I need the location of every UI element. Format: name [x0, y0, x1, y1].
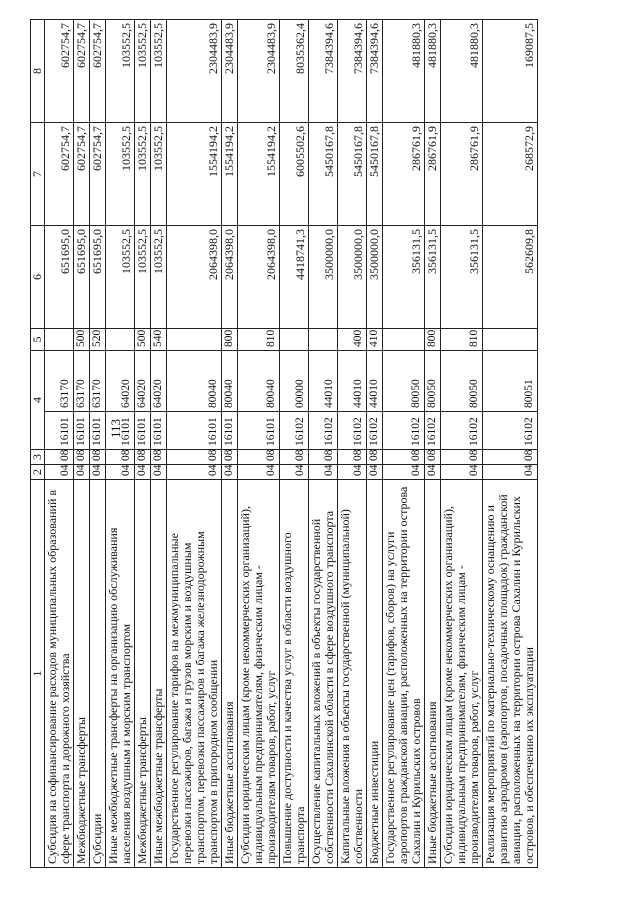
subsection-code: 08 [135, 450, 151, 465]
program-code: 16101 [167, 412, 222, 450]
program-code: 16102 [309, 412, 338, 450]
program-code: 16101 [151, 412, 167, 450]
value-col-7: 602754,7 [45, 123, 74, 226]
value-col-8: 7384394,6 [367, 20, 383, 123]
subsection-code: 08 [441, 450, 483, 465]
value-col-8: 602754,7 [45, 20, 74, 123]
subsection-code: 08 [483, 450, 538, 465]
program-code: 16102 [367, 412, 383, 450]
section-code: 04 [222, 465, 238, 480]
value-col-8: 481880,3 [383, 20, 425, 123]
value-col-6: 2064398,0 [222, 226, 238, 329]
section-code: 04 [367, 465, 383, 480]
row-name: Субсидии юридическим лицам (кроме некоммерческих организаций), индивидуальным предпринимателям, физическим лицам - производителям товаров, работ, услуг [238, 480, 280, 868]
table-row [441, 20, 483, 868]
header-col-5: 5 [31, 329, 45, 351]
direction-code: 80050 [441, 351, 483, 412]
subsection-code: 08 [45, 450, 74, 465]
section-code: 04 [90, 465, 106, 480]
value-col-8: 8035362,4 [280, 20, 309, 123]
program-code: 16102 [338, 412, 367, 450]
subsection-code: 08 [74, 450, 90, 465]
row-name: Капитальные вложения в объекты государственной (муниципальной) собственности [338, 480, 367, 868]
expense-type-code: 520 [90, 329, 106, 351]
table-row [338, 20, 367, 868]
subsection-code: 08 [167, 450, 222, 465]
program-code: 16102 [383, 412, 425, 450]
table-row [45, 20, 74, 868]
subsection-code: 08 [338, 450, 367, 465]
value-col-6: 356131,5 [383, 226, 425, 329]
program-code: 16101 [238, 412, 280, 450]
expense-type-code: 540 [151, 329, 167, 351]
program-code: 16102 [280, 412, 309, 450]
header-col-8: 8 [31, 20, 45, 123]
header-col-6: 6 [31, 226, 45, 329]
value-col-6: 3500000,0 [338, 226, 367, 329]
subsection-code: 08 [106, 450, 135, 465]
table-row [167, 20, 222, 868]
header-col-3: 3 [31, 450, 45, 465]
budget-table-wrapper [30, 20, 600, 868]
section-code: 04 [135, 465, 151, 480]
value-col-6: 2064398,0 [167, 226, 222, 329]
section-code: 04 [309, 465, 338, 480]
section-code: 04 [151, 465, 167, 480]
section-code: 04 [441, 465, 483, 480]
expense-type-code: 500 [135, 329, 151, 351]
expense-type-code [483, 329, 538, 351]
subsection-code: 08 [151, 450, 167, 465]
value-col-8: 2304483,9 [238, 20, 280, 123]
value-col-6: 651695,0 [45, 226, 74, 329]
row-name: Иные бюджетные ассигнования [425, 480, 441, 868]
value-col-8: 481880,3 [425, 20, 441, 123]
section-code: 04 [483, 465, 538, 480]
value-col-8: 602754,7 [74, 20, 90, 123]
value-col-6: 3500000,0 [309, 226, 338, 329]
row-name: Субсидии юридическим лицам (кроме некоммерческих организаций), индивидуальным предпринимателям, физическим лицам - производителям товаров, работ, услуг [441, 480, 483, 868]
column-number-header [31, 20, 45, 868]
expense-type-code [309, 329, 338, 351]
value-col-7: 286761,9 [425, 123, 441, 226]
value-col-7: 5450167,8 [309, 123, 338, 226]
value-col-6: 2064398,0 [238, 226, 280, 329]
direction-code: 44010 [338, 351, 367, 412]
program-code: 16101 [90, 412, 106, 450]
value-col-8: 103552,5 [135, 20, 151, 123]
direction-code: 80040 [167, 351, 222, 412]
table-row [280, 20, 309, 868]
subsection-code: 08 [238, 450, 280, 465]
value-col-7: 268572,9 [483, 123, 538, 226]
expense-type-code: 810 [441, 329, 483, 351]
expense-type-code: 400 [338, 329, 367, 351]
section-code: 04 [238, 465, 280, 480]
value-col-7: 103552,5 [151, 123, 167, 226]
program-code: 16101 [106, 412, 135, 450]
table-row [425, 20, 441, 868]
subsection-code: 08 [367, 450, 383, 465]
table-row [383, 20, 425, 868]
table-row [74, 20, 90, 868]
row-name: Государственное регулирование цен (тарифов, сборов) на услуги аэропортов гражданской авиации, расположенных на территории острова Сахалин и Курильских островов [383, 480, 425, 868]
direction-code: 63170 [74, 351, 90, 412]
row-name: Осуществление капитальных вложений в объекты государственной собственности Сахалинской области в сфере воздушного транспорта [309, 480, 338, 868]
section-code: 04 [167, 465, 222, 480]
row-name: Иные бюджетные ассигнования [222, 480, 238, 868]
value-col-8: 2304483,9 [222, 20, 238, 123]
row-name: Реализация мероприятий по материально-техническому оснащению и развитию аэродромов (аэропортов, посадочных площадок) гражданской авиации, расположенных на территории острова Сахалин и Курильских островов, и обеспечению их эксплуатации [483, 480, 538, 868]
expense-type-code: 500 [74, 329, 90, 351]
header-col-7: 7 [31, 123, 45, 226]
value-col-6: 4418741,3 [280, 226, 309, 329]
value-col-6: 3500000,0 [367, 226, 383, 329]
value-col-7: 602754,7 [90, 123, 106, 226]
value-col-6: 651695,0 [90, 226, 106, 329]
value-col-7: 103552,5 [135, 123, 151, 226]
direction-code: 80040 [238, 351, 280, 412]
expense-type-code: 800 [222, 329, 238, 351]
section-code: 04 [74, 465, 90, 480]
value-col-8: 7384394,6 [309, 20, 338, 123]
direction-code: 00000 [280, 351, 309, 412]
table-row [151, 20, 167, 868]
page-number: 113 [108, 418, 123, 438]
section-code: 04 [338, 465, 367, 480]
table-row [90, 20, 106, 868]
value-col-7: 286761,9 [383, 123, 425, 226]
direction-code: 63170 [90, 351, 106, 412]
value-col-8: 481880,3 [441, 20, 483, 123]
value-col-7: 5450167,8 [367, 123, 383, 226]
direction-code: 64020 [151, 351, 167, 412]
program-code: 16101 [222, 412, 238, 450]
direction-code: 80050 [425, 351, 441, 412]
expense-type-code: 800 [425, 329, 441, 351]
subsection-code: 08 [90, 450, 106, 465]
direction-code: 64020 [135, 351, 151, 412]
direction-code: 80040 [222, 351, 238, 412]
row-name: Государственное регулирование тарифов на межмуниципальные перевозки пассажиров, багажа и грузов морским и воздушным транспортом, перевозки пассажиров и багажа железнодорожным транспортом в пригородном сообщении [167, 480, 222, 868]
section-code: 04 [45, 465, 74, 480]
row-name: Повышение доступности и качества услуг в области воздушного транспорта [280, 480, 309, 868]
value-col-7: 6005502,6 [280, 123, 309, 226]
direction-code: 44010 [309, 351, 338, 412]
row-name: Иные межбюджетные трансферты на организацию обслуживания населения воздушным и морским транспортом [106, 480, 135, 868]
subsection-code: 08 [309, 450, 338, 465]
value-col-6: 103552,5 [106, 226, 135, 329]
row-name: Иные межбюджетные трансферты [151, 480, 167, 868]
header-col-4: 4 [31, 351, 45, 450]
table-row [222, 20, 238, 868]
value-col-6: 356131,5 [441, 226, 483, 329]
subsection-code: 08 [280, 450, 309, 465]
value-col-7: 1554194,2 [238, 123, 280, 226]
direction-code: 63170 [45, 351, 74, 412]
value-col-6: 103552,5 [151, 226, 167, 329]
value-col-8: 103552,5 [151, 20, 167, 123]
value-col-6: 562609,8 [483, 226, 538, 329]
expense-type-code: 810 [238, 329, 280, 351]
header-col-1: 1 [31, 480, 45, 868]
budget-table-body [45, 20, 538, 868]
program-code: 16102 [483, 412, 538, 450]
value-col-8: 103552,5 [106, 20, 135, 123]
value-col-7: 1554194,2 [222, 123, 238, 226]
section-code: 04 [280, 465, 309, 480]
value-col-8: 2304483,9 [167, 20, 222, 123]
row-name: Субсидии [90, 480, 106, 868]
value-col-7: 5450167,8 [338, 123, 367, 226]
table-row [309, 20, 338, 868]
expense-type-code [45, 329, 74, 351]
expense-type-code: 410 [367, 329, 383, 351]
program-code: 16101 [45, 412, 74, 450]
value-col-8: 602754,7 [90, 20, 106, 123]
value-col-8: 7384394,6 [338, 20, 367, 123]
value-col-6: 651695,0 [74, 226, 90, 329]
direction-code: 64020 [106, 351, 135, 412]
subsection-code: 08 [222, 450, 238, 465]
direction-code: 80051 [483, 351, 538, 412]
row-name: Межбюджетные трансферты [135, 480, 151, 868]
value-col-7: 1554194,2 [167, 123, 222, 226]
table-row [106, 20, 135, 868]
program-code: 16101 [74, 412, 90, 450]
program-code: 16101 [135, 412, 151, 450]
header-col-2: 2 [31, 465, 45, 480]
row-name: Межбюджетные трансферты [74, 480, 90, 868]
table-row [367, 20, 383, 868]
value-col-7: 602754,7 [74, 123, 90, 226]
direction-code: 80050 [383, 351, 425, 412]
direction-code: 44010 [367, 351, 383, 412]
table-row [238, 20, 280, 868]
row-name: Бюджетные инвестиции [367, 480, 383, 868]
expense-type-code [280, 329, 309, 351]
budget-table [30, 19, 538, 868]
section-code: 04 [383, 465, 425, 480]
subsection-code: 08 [425, 450, 441, 465]
value-col-8: 169087,5 [483, 20, 538, 123]
value-col-7: 286761,9 [441, 123, 483, 226]
section-code: 04 [425, 465, 441, 480]
value-col-6: 103552,5 [135, 226, 151, 329]
table-row [135, 20, 151, 868]
value-col-6: 356131,5 [425, 226, 441, 329]
value-col-7: 103552,5 [106, 123, 135, 226]
expense-type-code [106, 329, 135, 351]
subsection-code: 08 [383, 450, 425, 465]
program-code: 16102 [425, 412, 441, 450]
section-code: 04 [106, 465, 135, 480]
table-row [483, 20, 538, 868]
row-name: Субсидия на софинансирование расходов муниципальных образований в сфере транспорта и дорожного хозяйства [45, 480, 74, 868]
expense-type-code [167, 329, 222, 351]
expense-type-code [383, 329, 425, 351]
program-code: 16102 [441, 412, 483, 450]
